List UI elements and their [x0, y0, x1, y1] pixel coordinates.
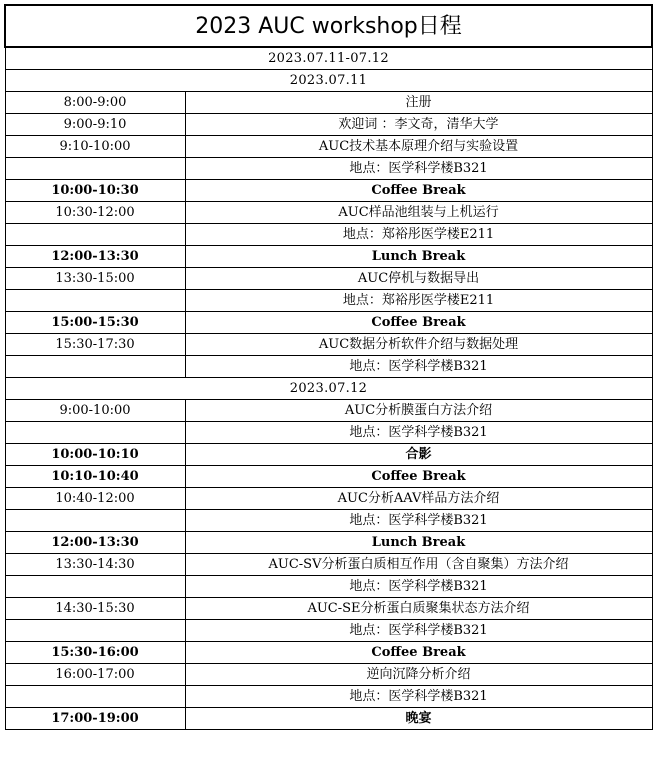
time-cell	[5, 224, 185, 246]
title-row	[5, 5, 652, 47]
time-cell: 10:10-10:40	[5, 466, 185, 488]
event-cell: 地点：医学科学楼B321	[185, 620, 652, 642]
schedule-row	[5, 686, 652, 708]
schedule-row	[5, 268, 652, 290]
schedule-row	[5, 136, 652, 158]
schedule-row	[5, 224, 652, 246]
schedule-row	[5, 664, 652, 686]
page-title: 2023 AUC workshop日程	[5, 5, 652, 47]
event-cell: 注册	[185, 92, 652, 114]
time-cell: 13:30-15:00	[5, 268, 185, 290]
event-cell: 地点：医学科学楼B321	[185, 356, 652, 378]
event-cell: 欢迎词 ：李文奇，清华大学	[185, 114, 652, 136]
day-header-row	[5, 70, 652, 92]
event-cell: Lunch Break	[185, 532, 652, 554]
schedule-row	[5, 202, 652, 224]
event-cell: 地点：医学科学楼B321	[185, 576, 652, 598]
schedule-row	[5, 334, 652, 356]
event-cell: Coffee Break	[185, 180, 652, 202]
time-cell	[5, 576, 185, 598]
schedule-row	[5, 290, 652, 312]
schedule-row	[5, 422, 652, 444]
schedule-row	[5, 246, 652, 268]
schedule-row	[5, 620, 652, 642]
time-cell: 9:00-9:10	[5, 114, 185, 136]
time-cell: 12:00-13:30	[5, 532, 185, 554]
schedule-row	[5, 400, 652, 422]
time-cell: 15:30-17:30	[5, 334, 185, 356]
schedule-row	[5, 114, 652, 136]
day-date: 2023.07.11	[5, 70, 652, 92]
schedule-table	[4, 4, 653, 730]
day-date: 2023.07.12	[5, 378, 652, 400]
schedule-row	[5, 312, 652, 334]
schedule-row	[5, 158, 652, 180]
time-cell	[5, 158, 185, 180]
schedule-body	[5, 5, 652, 730]
event-cell: Coffee Break	[185, 642, 652, 664]
event-cell: AUC分析AAV样品方法介绍	[185, 488, 652, 510]
time-cell: 16:00-17:00	[5, 664, 185, 686]
event-cell: Coffee Break	[185, 312, 652, 334]
event-cell: 地点：医学科学楼B321	[185, 158, 652, 180]
time-cell: 10:40-12:00	[5, 488, 185, 510]
time-cell: 14:30-15:30	[5, 598, 185, 620]
event-cell: 地点：郑裕彤医学楼E211	[185, 224, 652, 246]
schedule-row	[5, 180, 652, 202]
schedule-row	[5, 642, 652, 664]
schedule-row	[5, 444, 652, 466]
event-cell: 合影	[185, 444, 652, 466]
schedule-row	[5, 510, 652, 532]
event-cell: 地点：医学科学楼B321	[185, 686, 652, 708]
schedule-row	[5, 598, 652, 620]
time-cell	[5, 510, 185, 532]
schedule-row	[5, 532, 652, 554]
time-cell: 10:00-10:10	[5, 444, 185, 466]
time-cell	[5, 620, 185, 642]
event-cell: AUC停机与数据导出	[185, 268, 652, 290]
event-cell: 晚宴	[185, 708, 652, 730]
day-header-row	[5, 378, 652, 400]
time-cell	[5, 686, 185, 708]
schedule-row	[5, 554, 652, 576]
schedule-row	[5, 708, 652, 730]
schedule-row	[5, 92, 652, 114]
time-cell: 9:10-10:00	[5, 136, 185, 158]
event-cell: AUC分析膜蛋白方法介绍	[185, 400, 652, 422]
event-cell: Coffee Break	[185, 466, 652, 488]
event-cell: AUC技术基本原理介绍与实验设置	[185, 136, 652, 158]
time-cell: 15:30-16:00	[5, 642, 185, 664]
time-cell: 17:00-19:00	[5, 708, 185, 730]
event-cell: AUC数据分析软件介绍与数据处理	[185, 334, 652, 356]
time-cell: 8:00-9:00	[5, 92, 185, 114]
time-cell: 12:00-13:30	[5, 246, 185, 268]
date-range-row	[5, 47, 652, 70]
event-cell: AUC-SE分析蛋白质聚集状态方法介绍	[185, 598, 652, 620]
time-cell	[5, 422, 185, 444]
schedule-row	[5, 356, 652, 378]
time-cell: 13:30-14:30	[5, 554, 185, 576]
event-cell: Lunch Break	[185, 246, 652, 268]
schedule-row	[5, 576, 652, 598]
date-range: 2023.07.11-07.12	[5, 47, 652, 70]
time-cell	[5, 290, 185, 312]
time-cell: 15:00-15:30	[5, 312, 185, 334]
event-cell: 地点：医学科学楼B321	[185, 422, 652, 444]
time-cell	[5, 356, 185, 378]
event-cell: 地点：郑裕彤医学楼E211	[185, 290, 652, 312]
schedule-row	[5, 466, 652, 488]
event-cell: 逆向沉降分析介绍	[185, 664, 652, 686]
event-cell: AUC样品池组装与上机运行	[185, 202, 652, 224]
time-cell: 10:30-12:00	[5, 202, 185, 224]
time-cell: 10:00-10:30	[5, 180, 185, 202]
event-cell: 地点：医学科学楼B321	[185, 510, 652, 532]
time-cell: 9:00-10:00	[5, 400, 185, 422]
schedule-row	[5, 488, 652, 510]
event-cell: AUC-SV分析蛋白质相互作用（含自聚集）方法介绍	[185, 554, 652, 576]
